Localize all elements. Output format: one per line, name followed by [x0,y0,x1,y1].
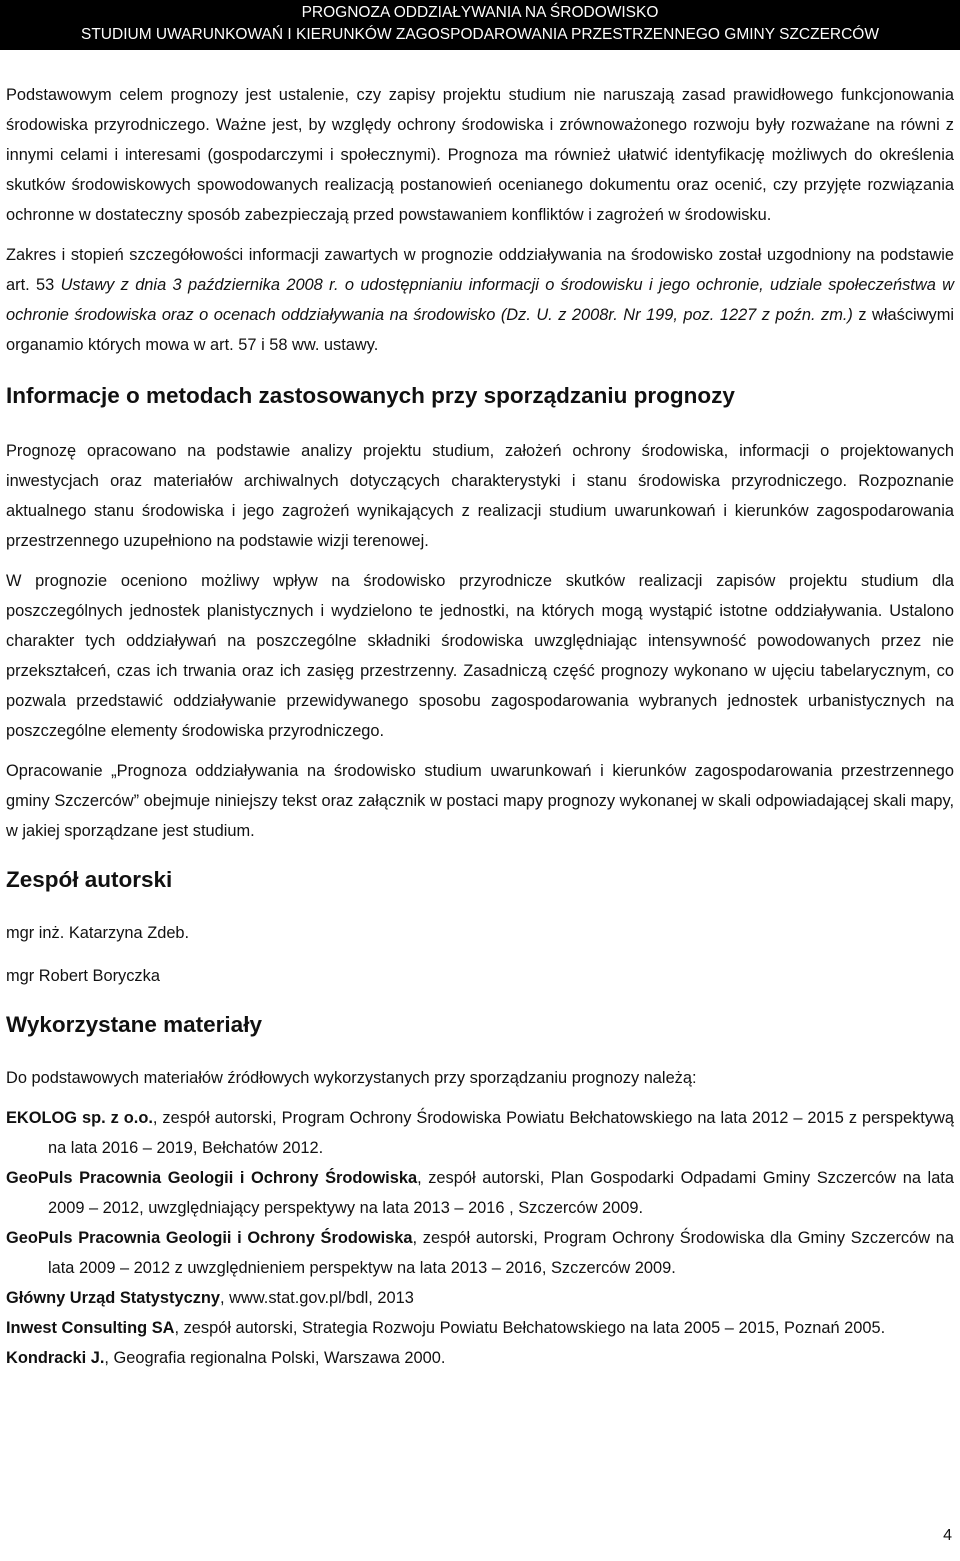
header-title: PROGNOZA ODDZIAŁYWANIA NA ŚRODOWISKO [301,4,659,21]
reference-author: Główny Urząd Statystyczny [6,1289,221,1307]
reference-author: Kondracki J. [6,1349,105,1367]
reference-author: EKOLOG sp. z o.o. [6,1109,153,1127]
author-name: mgr inż. Katarzyna Zdeb. [6,924,190,942]
intro-p2-law-citation: Ustawy z dnia 3 października 2008 r. o udostępnianiu informacji o środowisku i jego ochronie, udziale społeczeństwa w ochronie środowiska oraz o ocenach oddziaływania na środowisko (Dz. U. z 2008r. Nr 199, poz. 1227 z poźn. zm.) [6,276,954,324]
methods-heading: Informacje o metodach zastosowanych przy sporządzaniu prognozy [6,383,735,408]
methods-paragraph-2: W prognozie oceniono możliwy wpływ na środowisko przyrodnicze skutków realizacji zapisów projektu studium dla poszczególnych jednostek planistycznych i wydzielono te jednostki, na których mogą wystąpić istotne oddziaływania. Ustalono charakter tych oddziaływań na poszczególne składniki środowiska uwzględniając intensywność powodowanych przez nie przekształceń, czas ich trwania oraz ich zasięg przestrzenny. Zasadniczą część prognozy wykonano w ujęciu tabelarycznym, co pozwala przedstawić oddziaływanie przewidywanego sposobu zagospodarowania wybranych jednostek urbanistycznych na poszczególne elementy środowiska przyrodniczego. [6,572,954,740]
methods-paragraph-1: Prognozę opracowano na podstawie analizy projektu studium, założeń ochrony środowiska, informacji o projektowanych inwestycjach oraz materiałów archiwalnych dotyczących charakterystyki i stanu środowiska przyrodniczego. Rozpoznanie aktualnego stanu środowiska i jego zagrożeń wynikających z realizacji studium uwarunkowań i kierunków zagospodarowania przestrzennego uzupełniono na podstawie wizji terenowej. [6,442,954,550]
reference-author: GeoPuls Pracownia Geologii i Ochrony Środowiska [6,1169,418,1187]
reference-item [6,1283,954,1313]
authors-heading: Zespół autorski [6,867,173,892]
materials-intro: Do podstawowych materiałów źródłowych wykorzystanych przy sporządzaniu prognozy należą: [6,1069,697,1087]
reference-details: , zespół autorski, Program Ochrony Środowiska dla Gminy Szczerców na lata 2009 – 2012 z uwzględnieniem perspektyw na lata 2013 – 2016, Szczerców 2009. [48,1229,954,1277]
reference-item [6,1343,954,1373]
reference-item [6,1223,954,1283]
reference-item [6,1163,954,1223]
reference-item [6,1313,954,1343]
header-subtitle: STUDIUM UWARUNKOWAŃ I KIERUNKÓW ZAGOSPODAROWANIA PRZESTRZENNEGO GMINY SZCZERCÓW [81,26,879,43]
reference-details: , zespół autorski, Plan Gospodarki Odpadami Gminy Szczerców na lata 2009 – 2012, uwzględniający perspektywy na lata 2013 – 2016 , Szczerców 2009. [48,1169,954,1217]
intro-p2-text-b: z właściwymi organamio których mowa w art. 57 i 58 ww. ustawy. [6,306,954,354]
reference-details: , zespół autorski, Strategia Rozwoju Powiatu Bełchatowskiego na lata 2005 – 2015, Poznań 2005. [174,1319,886,1337]
intro-p2-text-a: Zakres i stopień szczegółowości informacji zawartych w prognozie oddziaływania na środowisko został uzgodniony na podstawie art. 53 [6,246,954,294]
author-name: mgr Robert Boryczka [6,967,160,985]
reference-author: GeoPuls Pracownia Geologii i Ochrony Środowiska [6,1229,413,1247]
page-header [0,0,960,50]
document-body [6,80,954,1373]
reference-item [6,1103,954,1163]
methods-paragraph-3: Opracowanie „Prognoza oddziaływania na środowisko studium uwarunkowań i kierunków zagospodarowania przestrzennego gminy Szczerców” obejmuje niniejszy tekst oraz załącznik w postaci mapy prognozy wykonanej w skali odpowiadającej skali mapy, w jakiej sporządzane jest studium. [6,762,954,840]
intro-paragraph-2 [6,240,954,360]
intro-paragraph-1: Podstawowym celem prognozy jest ustalenie, czy zapisy projektu studium nie naruszają zasad prawidłowego funkcjonowania środowiska przyrodniczego. Ważne jest, by względy ochrony środowiska i zrównoważonego rozwoju były rozważane na równi z innymi celami i interesami (gospodarczymi i społecznymi). Prognoza ma również ułatwić identyfikację możliwych do określenia skutków środowiskowych spowodowanych realizacją postanowień ocenianego dokumentu oraz ocenić, czy przyjęte rozwiązania ochronne w dostateczny sposób zabezpieczają przed powstawaniem konfliktów i zagrożeń w środowisku. [6,86,954,224]
reference-author: Inwest Consulting SA [6,1319,175,1337]
reference-details: , www.stat.gov.pl/bdl, 2013 [220,1289,414,1307]
reference-details: , zespół autorski, Program Ochrony Środowiska Powiatu Bełchatowskiego na lata 2012 – 2015 z perspektywą na lata 2016 – 2019, Bełchatów 2012. [48,1109,954,1157]
reference-details: , Geografia regionalna Polski, Warszawa 2000. [104,1349,446,1367]
page-number: 4 [943,1527,952,1544]
materials-heading: Wykorzystane materiały [6,1012,262,1037]
